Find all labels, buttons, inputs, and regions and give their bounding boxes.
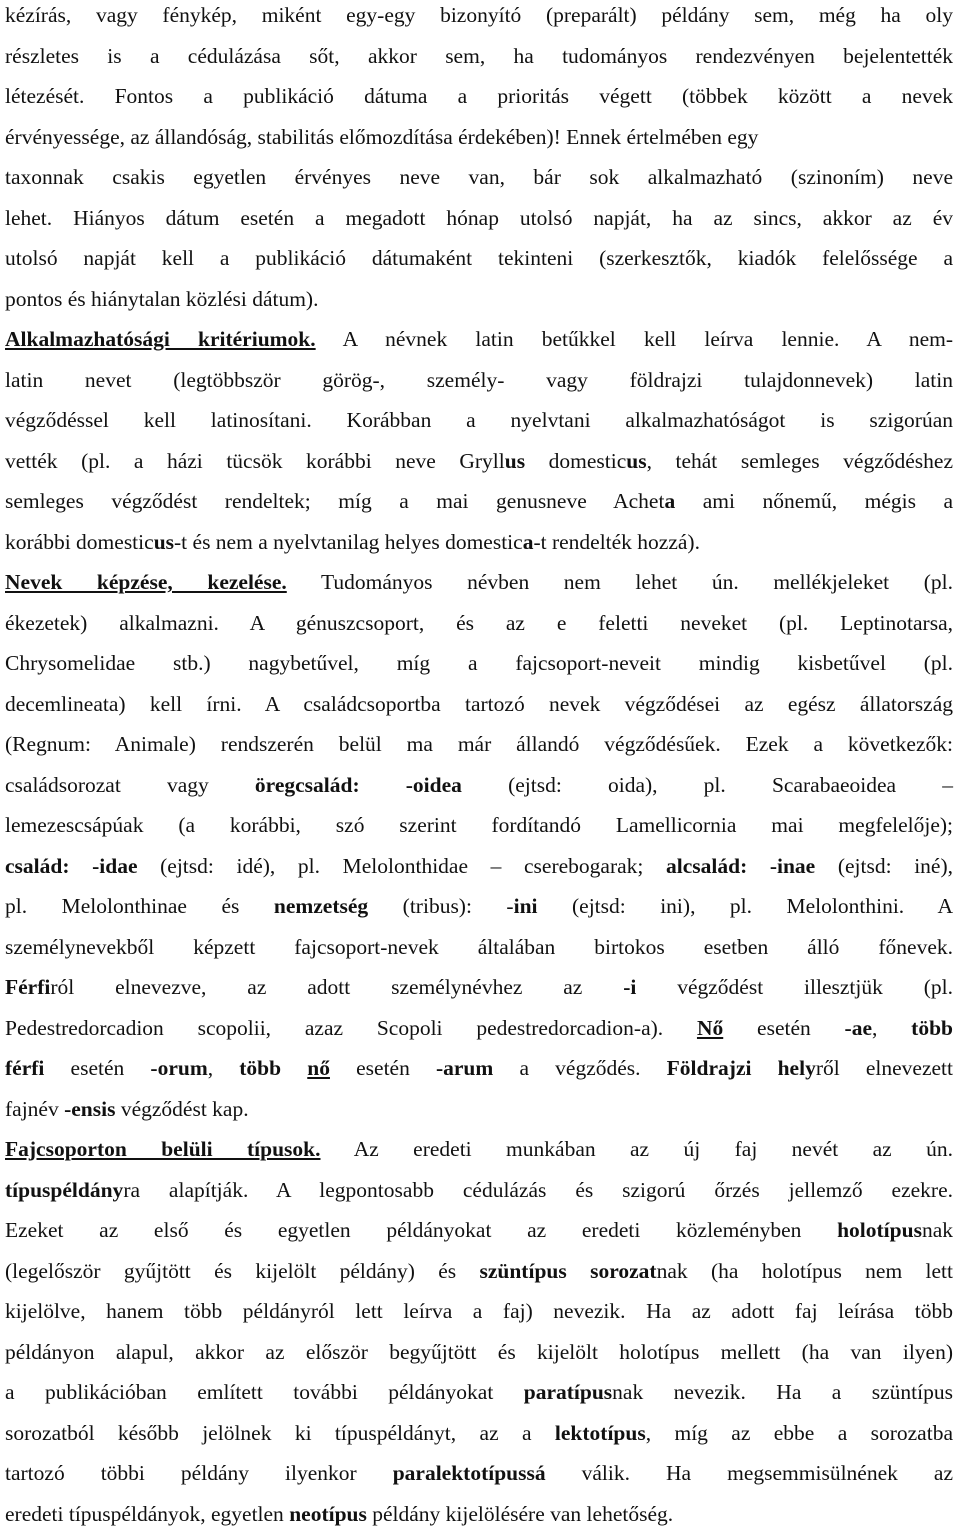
- text-run: nak: [921, 1218, 953, 1242]
- text-run: családsorozat vagy: [5, 772, 255, 797]
- bold-run: -ensis: [64, 1096, 116, 1121]
- text-line: [5, 284, 953, 314]
- text-run: Pedestredorcadion scopolii, azaz Scopoli pedestredorcadion-a).: [5, 1015, 697, 1040]
- text-line: [5, 446, 953, 476]
- text-line: [5, 81, 953, 111]
- text-run: létezését. Fontos a publikáció dátuma a prioritás végett (többek között a nevek: [5, 84, 953, 108]
- text-line: [5, 1094, 953, 1124]
- bold-run: öregcsalád: -oidea: [254, 772, 462, 797]
- text-run: végződést illesztjük (pl.: [636, 975, 953, 999]
- text-run: ról elnevezve, az adott személynévhez az: [50, 975, 624, 999]
- bold-run: lektotípus: [554, 1420, 646, 1445]
- text-run: , tehát semleges végződéshez: [646, 448, 954, 473]
- text-line: [5, 891, 953, 921]
- text-run: A névnek latin betűkkel kell leírva lennie. A nem-: [315, 327, 954, 351]
- text-line: [5, 1256, 953, 1286]
- text-run: ről elnevezett: [815, 1056, 953, 1080]
- text-run: (ejtsd: oida), pl. Scarabaeoidea –: [461, 772, 953, 797]
- text-run: Ezeket az első és egyetlen példányokat az eredeti közleményben: [5, 1218, 838, 1242]
- text-line: [5, 1499, 953, 1529]
- bold-run: több: [911, 1015, 953, 1040]
- text-run: (Regnum: Animale) rendszerén belül ma már állandó végződésűek. Ezek a következők:: [5, 732, 953, 756]
- text-run: utolsó napját kell a publikáció dátumaként tekinteni (szerkesztők, kiadók felelőssége a: [5, 246, 953, 270]
- text-run: nak (ha holotípus nem lett: [656, 1258, 953, 1283]
- text-run: eredeti típuspéldányok, egyetlen: [5, 1501, 290, 1526]
- text-run: ,: [207, 1056, 240, 1080]
- text-run: ami nőnemű, mégis a: [675, 489, 954, 513]
- text-line: [5, 1458, 953, 1488]
- bold-run: -orum: [150, 1056, 208, 1080]
- heading-run: nő: [307, 1056, 330, 1080]
- text-line: [5, 1053, 953, 1083]
- text-run: latin nevet (legtöbbször görög-, személy- vagy földrajzi tulajdonnevek) latin: [5, 367, 953, 392]
- bold-run: us: [504, 448, 526, 473]
- text-line: [5, 932, 953, 962]
- text-line: [5, 486, 953, 516]
- text-run: lehet. Hiányos dátum esetén a megadott hónap utolsó napját, ha az sincs, akkor az év: [5, 205, 953, 230]
- text-run: esetén: [44, 1056, 151, 1080]
- bold-run: család: -idae: [5, 853, 138, 878]
- bold-run: Földrajzi hely: [666, 1056, 816, 1080]
- text-run: (ejtsd: ini), pl. Melolonthini. A: [537, 894, 953, 918]
- text-line: [5, 0, 953, 30]
- text-run: érvényessége, az állandóság, stabilitás előmozdítása érdekében)! Ennek értelmében egy: [5, 124, 759, 149]
- bold-run: neotípus: [289, 1501, 367, 1526]
- text-run: fajnév: [5, 1096, 65, 1121]
- text-run: példány kijelölésére van lehetőség.: [366, 1501, 674, 1526]
- text-run: tartozó többi példány ilyenkor: [5, 1461, 393, 1485]
- text-line: [5, 972, 953, 1002]
- text-run: példányon alapul, akkor az először begyűjtött és kijelölt holotípus mellett (ha van ilyen): [5, 1339, 953, 1364]
- text-run: Chrysomelidae stb.) nagybetűvel, míg a fajcsoport-neveit mindig kisbetűvel (pl.: [5, 651, 953, 675]
- text-run: -t rendelték hozzá).: [533, 529, 700, 554]
- text-run: (tribus): -: [368, 894, 514, 918]
- bold-run: alcsalád: -inae: [666, 853, 816, 878]
- bold-run: típuspéldány: [5, 1177, 124, 1202]
- text-run: vették (pl. a házi tücsök korábbi neve Gryll: [5, 448, 505, 473]
- text-run: esetén: [723, 1015, 845, 1040]
- heading-run: Nő: [696, 1015, 724, 1040]
- text-run: a végződés.: [493, 1056, 667, 1080]
- bold-run: paralektotípussá: [392, 1461, 546, 1485]
- text-run: pl. Melolonthinae és: [5, 894, 274, 918]
- text-run: -t és nem a nyelvtanilag helyes domestic: [174, 529, 523, 554]
- text-run: pontos és hiánytalan közlési dátum).: [5, 286, 319, 311]
- bold-run: -ae: [844, 1015, 872, 1040]
- bold-run: -arum: [435, 1056, 494, 1080]
- bold-run: több: [239, 1056, 308, 1080]
- text-run: kijelölve, hanem több példányról lett leírva a faj) nevezik. Ha az adott faj leírása több: [5, 1299, 953, 1323]
- bold-run: paratípus: [523, 1380, 613, 1404]
- text-line: [5, 729, 953, 759]
- text-run: decemlineata) kell írni. A családcsoportba tartozó nevek végződései az egész állatország: [5, 691, 953, 716]
- bold-run: us: [153, 529, 175, 554]
- text-line: [5, 1418, 953, 1448]
- text-line: [5, 41, 953, 71]
- text-line: [5, 324, 953, 354]
- text-run: végződéssel kell latinosítani. Korábban a nyelvtani alkalmazhatóságot is szigorúan: [5, 408, 953, 432]
- text-run: (ejtsd: idé), pl. Melolonthidae – cserebogarak;: [137, 853, 666, 878]
- text-line: [5, 1013, 953, 1043]
- text-run: esetén: [329, 1056, 436, 1080]
- text-run: a publikációban említett további példányokat: [5, 1380, 524, 1404]
- text-run: (legelőször gyűjtött és kijelölt példány) és: [5, 1258, 480, 1283]
- bold-run: a: [522, 529, 534, 554]
- text-line: [5, 122, 953, 152]
- text-run: ,: [872, 1015, 912, 1040]
- text-line: [5, 810, 953, 840]
- text-run: , míg az ebbe a sorozatba: [645, 1420, 953, 1445]
- text-run: válik. Ha megsemmisülnének az: [545, 1461, 953, 1485]
- bold-run: holotípus: [837, 1218, 922, 1242]
- bold-run: ini: [513, 894, 538, 918]
- text-line: [5, 1337, 953, 1367]
- bold-run: nemzetség: [273, 894, 369, 918]
- text-run: nak nevezik. Ha a szüntípus: [612, 1380, 953, 1404]
- bold-run: -i: [623, 975, 637, 999]
- text-run: semleges végződést rendeltek; míg a mai genusneve Achet: [5, 489, 665, 513]
- text-line: [5, 1175, 953, 1205]
- text-line: [5, 365, 953, 395]
- heading-run: Alkalmazhatósági kritériumok.: [5, 327, 316, 351]
- text-line: [5, 162, 953, 192]
- text-line: [5, 1296, 953, 1326]
- text-run: korábbi domestic: [5, 529, 154, 554]
- text-line: [5, 527, 953, 557]
- text-run: lemezescsápúak (a korábbi, szó szerint fordítandó Lamellicornia mai megfelelője);: [5, 813, 953, 837]
- text-line: [5, 648, 953, 678]
- text-run: ékezetek) alkalmazni. A génuszcsoport, és az e feletti neveket (pl. Leptinotarsa,: [5, 610, 953, 635]
- text-run: domestic: [525, 448, 627, 473]
- bold-run: férfi: [5, 1056, 45, 1080]
- text-line: [5, 567, 953, 597]
- bold-run: Férfi: [5, 975, 51, 999]
- bold-run: a: [664, 489, 676, 513]
- text-line: [5, 243, 953, 273]
- text-line: [5, 1134, 953, 1164]
- text-run: taxonnak csakis egyetlen érvényes neve van, bár sok alkalmazható (szinoním) neve: [5, 165, 953, 189]
- heading-run: Nevek képzése, kezelése.: [5, 570, 287, 594]
- text-line: [5, 1377, 953, 1407]
- bold-run: us: [626, 448, 647, 473]
- text-run: Az eredeti munkában az új faj nevét az ún.: [320, 1137, 953, 1161]
- text-line: [5, 405, 953, 435]
- text-run: végződést kap.: [115, 1096, 249, 1121]
- text-run: személynevekből képzett fajcsoport-nevek általában birtokos esetben álló főnevek.: [5, 934, 953, 959]
- text-run: kézírás, vagy fénykép, miként egy-egy bizonyító (preparált) példány sem, még ha oly: [5, 3, 953, 27]
- heading-run: Fajcsoporton belüli típusok.: [5, 1137, 321, 1161]
- text-line: [5, 1215, 953, 1245]
- text-line: [5, 851, 953, 881]
- text-line: [5, 689, 953, 719]
- text-line: [5, 608, 953, 638]
- bold-run: szüntípus sorozat: [479, 1258, 657, 1283]
- text-run: Tudományos névben nem lehet ún. mellékjeleket (pl.: [286, 570, 953, 594]
- text-line: [5, 203, 953, 233]
- text-run: részletes is a cédulázása sőt, akkor sem, ha tudományos rendezvényen bejelentették: [5, 43, 953, 68]
- text-run: sorozatból később jelölnek ki típuspéldányt, az a: [5, 1420, 555, 1445]
- text-run: (ejtsd: iné),: [815, 853, 954, 878]
- text-line: [5, 770, 953, 800]
- text-run: ra alapítják. A legpontosabb cédulázás és szigorú őrzés jellemző ezekre.: [123, 1177, 953, 1202]
